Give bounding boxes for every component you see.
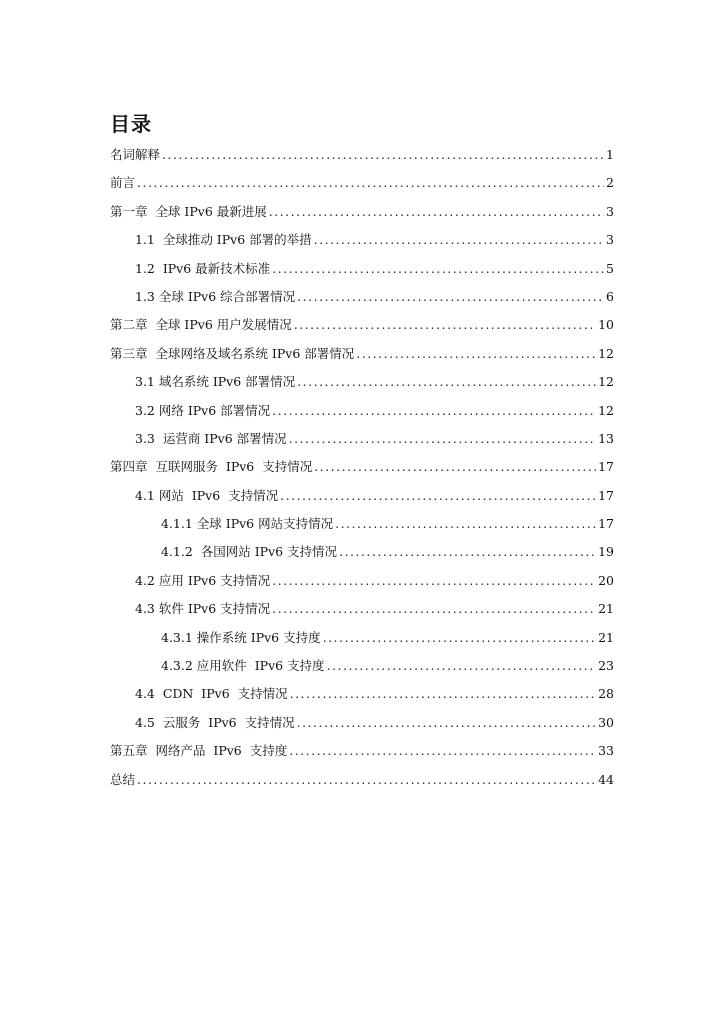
toc-entry[interactable] [110, 652, 614, 680]
dot-leader [339, 538, 596, 566]
toc-entry[interactable] [110, 766, 614, 794]
toc-entry-page: 17 [598, 487, 614, 503]
toc-entry[interactable] [110, 737, 614, 765]
toc-entry[interactable] [110, 425, 614, 453]
toc-entry-label: 3.3 运营商 IPv6 部署情况 [135, 430, 287, 446]
toc-entry[interactable] [110, 368, 614, 396]
toc-entry-page: 17 [598, 459, 614, 475]
toc-entry-label: 第三章 全球网络及域名系统 IPv6 部署情况 [110, 345, 355, 361]
toc-entry[interactable] [110, 538, 614, 566]
toc-entry-label: 4.2 应用 IPv6 支持情况 [135, 572, 271, 588]
toc-entry-label: 第一章 全球 IPv6 最新进展 [110, 203, 267, 219]
toc-entry[interactable] [110, 340, 614, 368]
toc-entry-page: 19 [598, 544, 614, 560]
toc-entry-page: 23 [598, 658, 614, 674]
toc-entry[interactable] [110, 226, 614, 254]
toc-entry-page: 10 [598, 317, 614, 333]
toc-entry-page: 33 [598, 743, 614, 759]
dot-leader [289, 737, 596, 765]
toc-entry-page: 12 [598, 402, 614, 418]
toc-entry-label: 4.3.1 操作系统 IPv6 支持度 [161, 629, 321, 645]
toc-entry-label: 4.3 软件 IPv6 支持情况 [135, 601, 271, 617]
toc-entry-label: 1.3 全球 IPv6 综合部署情况 [135, 288, 296, 304]
dot-leader [280, 482, 596, 510]
toc-entry-label: 3.1 域名系统 IPv6 部署情况 [135, 374, 296, 390]
toc-entry[interactable] [110, 567, 614, 595]
dot-leader [297, 709, 597, 737]
toc-entry-page: 12 [598, 345, 614, 361]
toc-entry-label: 3.2 网络 IPv6 部署情况 [135, 402, 271, 418]
dot-leader [269, 198, 604, 226]
dot-leader [272, 397, 596, 425]
toc-entry-page: 17 [598, 516, 614, 532]
toc-entry-label: 总结 [110, 771, 136, 787]
toc-entry-page: 5 [606, 260, 614, 276]
toc-entry-label: 第二章 全球 IPv6 用户发展情况 [110, 317, 292, 333]
toc-title: 目录 [110, 112, 152, 136]
dot-leader [162, 141, 604, 169]
toc-entry-label: 4.4 CDN IPv6 支持情况 [135, 686, 288, 702]
toc-entry-page: 3 [606, 232, 614, 248]
dot-leader [335, 510, 596, 538]
toc-entry[interactable] [110, 510, 614, 538]
toc-entry[interactable] [110, 624, 614, 652]
dot-leader [297, 283, 604, 311]
toc-entry[interactable] [110, 709, 614, 737]
dot-leader [289, 425, 596, 453]
dot-leader [272, 567, 596, 595]
toc-entry-label: 4.1.2 各国网站 IPv6 支持情况 [161, 544, 338, 560]
toc-entry[interactable] [110, 453, 614, 481]
toc-entry-label: 4.1 网站 IPv6 支持情况 [135, 487, 279, 503]
toc-entry-label: 前言 [110, 175, 136, 191]
toc-entry-label: 1.1 全球推动 IPv6 部署的举措 [135, 232, 312, 248]
dot-leader [356, 340, 596, 368]
toc-list [110, 141, 614, 794]
toc-entry-page: 44 [598, 771, 614, 787]
dot-leader [137, 766, 596, 794]
toc-entry-page: 2 [606, 175, 614, 191]
toc-entry-page: 20 [598, 572, 614, 588]
toc-entry-label: 4.1.1 全球 IPv6 网站支持情况 [161, 516, 334, 532]
toc-entry-label: 名词解释 [110, 147, 161, 162]
toc-entry-page: 21 [598, 601, 614, 617]
toc-entry-page: 13 [598, 430, 614, 446]
toc-entry[interactable] [110, 397, 614, 425]
toc-entry[interactable] [110, 482, 614, 510]
toc-entry-page: 3 [606, 203, 614, 219]
toc-entry-page: 21 [598, 629, 614, 645]
toc-entry-label: 第五章 网络产品 IPv6 支持度 [110, 743, 288, 759]
toc-entry-page: 28 [598, 686, 614, 702]
dot-leader [314, 226, 604, 254]
toc-entry-label: 1.2 IPv6 最新技术标准 [135, 260, 271, 276]
dot-leader [297, 368, 596, 396]
toc-entry-page: 12 [598, 374, 614, 390]
toc-entry-page: 1 [606, 147, 614, 162]
toc-entry[interactable] [110, 255, 614, 283]
dot-leader [137, 169, 604, 197]
dot-leader [272, 595, 596, 623]
toc-entry-page: 6 [606, 288, 614, 304]
toc-entry[interactable] [110, 198, 614, 226]
toc-entry[interactable] [110, 311, 614, 339]
toc-entry-page: 30 [598, 714, 614, 730]
dot-leader [272, 255, 604, 283]
toc-entry-label: 第四章 互联网服务 IPv6 支持情况 [110, 459, 313, 475]
dot-leader [323, 624, 597, 652]
toc-entry[interactable] [110, 141, 614, 169]
toc-entry[interactable] [110, 680, 614, 708]
toc-entry[interactable] [110, 283, 614, 311]
toc-entry[interactable] [110, 595, 614, 623]
toc-entry[interactable] [110, 169, 614, 197]
dot-leader [290, 680, 596, 708]
toc-entry-label: 4.3.2 应用软件 IPv6 支持度 [161, 658, 325, 674]
dot-leader [294, 311, 596, 339]
dot-leader [314, 453, 596, 481]
toc-entry-label: 4.5 云服务 IPv6 支持情况 [135, 714, 295, 730]
dot-leader [327, 652, 597, 680]
